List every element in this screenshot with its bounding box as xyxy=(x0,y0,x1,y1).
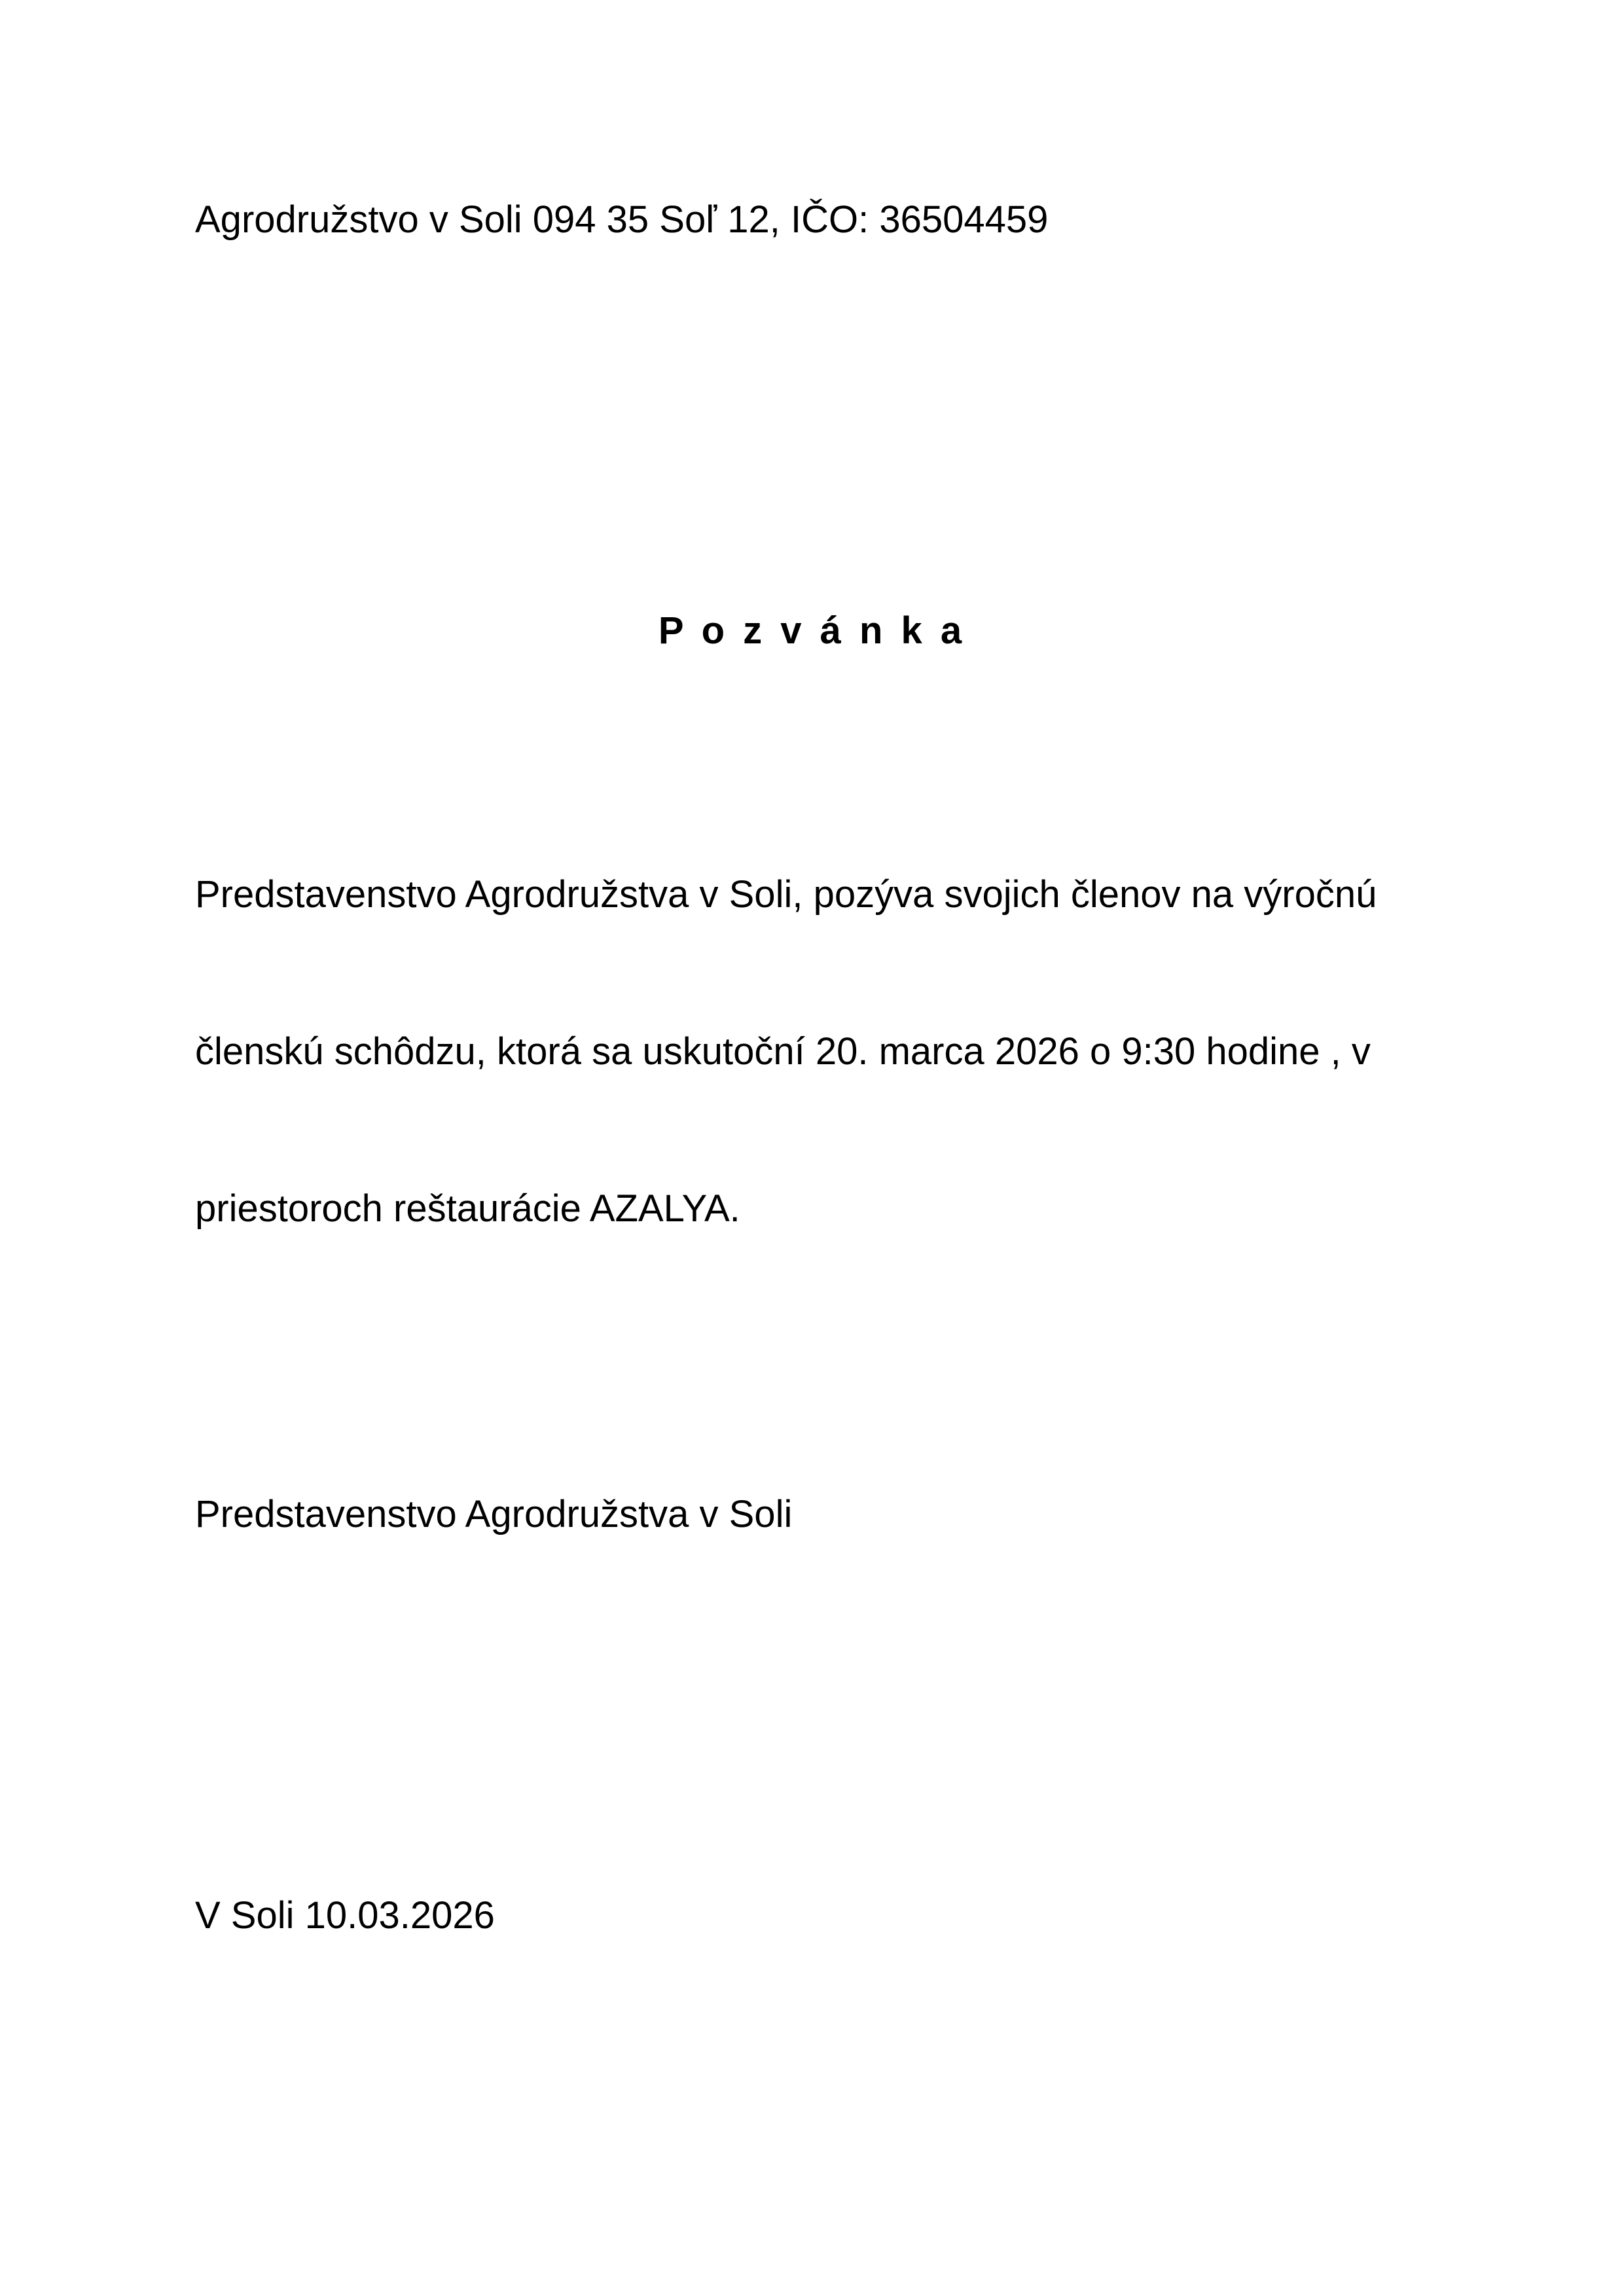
document-title: P o z v á n k a xyxy=(658,609,966,652)
invitation-paragraph xyxy=(195,764,1452,1340)
company-header-line: Agrodružstvo v Soli 094 35 Soľ 12, IČO: 36504459 xyxy=(195,198,1049,241)
invitation-paragraph-line: členskú schôdzu, ktorá sa uskutoční 20. marca 2026 o 9:30 hodine , v xyxy=(195,1030,1371,1073)
signature-line: Predstavenstvo Agrodružstva v Soli xyxy=(195,1493,793,1535)
invitation-paragraph-line: priestoroch reštaurácie AZALYA. xyxy=(195,1187,740,1230)
invitation-paragraph-line: Predstavenstvo Agrodružstva v Soli, pozýva svojich členov na výročnú xyxy=(195,873,1377,916)
place-and-date-line: V Soli 10.03.2026 xyxy=(195,1894,495,1937)
